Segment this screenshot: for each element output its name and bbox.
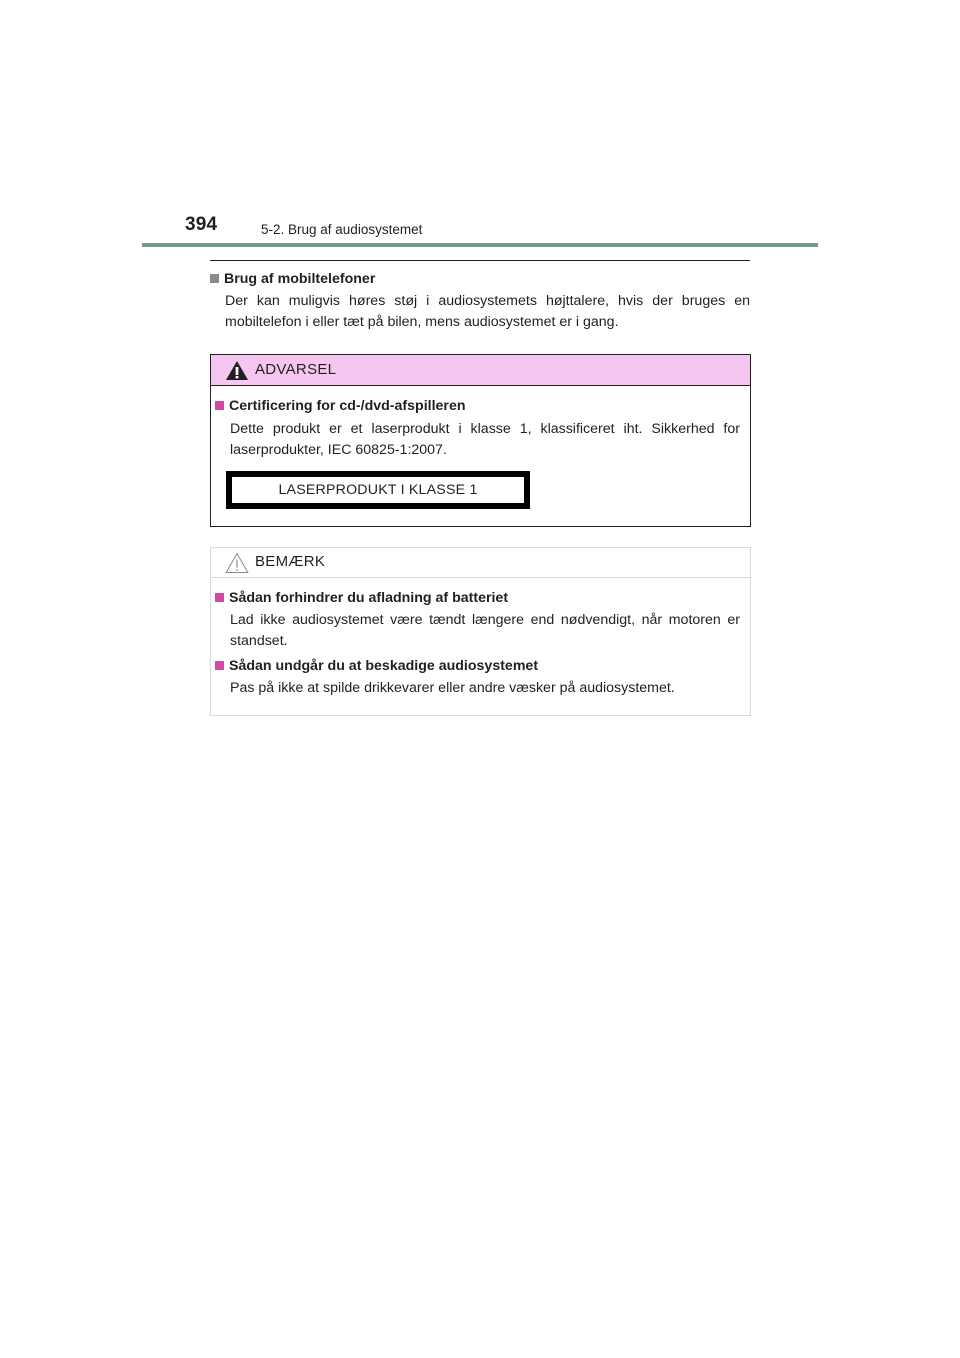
- intro-heading: [210, 269, 750, 289]
- notice-item-heading-text: Sådan forhindrer du afladning af batteriet: [229, 590, 509, 606]
- bullet-square-icon: [215, 661, 224, 670]
- intro-section: [210, 269, 750, 333]
- notice-item-heading: [215, 588, 740, 608]
- intro-text: Der kan muligvis høres støj i audiosystemets højttalere, hvis der bruges en mobiltelefon i eller tæt på bilen, mens audiosystemet er i gang.: [225, 293, 750, 330]
- warning-header: [211, 355, 750, 386]
- section-divider: [210, 260, 750, 261]
- notice-title: BEMÆRK: [255, 553, 326, 570]
- intro-heading-text: Brug af mobiltelefoner: [224, 271, 376, 287]
- section-title: 5-2. Brug af audiosystemet: [261, 222, 423, 237]
- laser-product-label-text: LASERPRODUKT I KLASSE 1: [278, 482, 478, 498]
- notice-item-text: Lad ikke audiosystemet være tændt længere end nødvendigt, når motoren er standset.: [230, 612, 740, 649]
- warning-triangle-filled-icon: [225, 360, 249, 381]
- notice-item-heading-text: Sådan undgår du at beskadige audiosystemet: [229, 658, 539, 674]
- bullet-square-icon: [215, 401, 224, 410]
- warning-triangle-outline-icon: [225, 552, 249, 574]
- notice-header: [211, 548, 750, 578]
- notice-item: [215, 656, 740, 699]
- warning-item-text: Dette produkt er et laserprodukt i klasse 1, klassificeret iht. Sikkerhed for laserprodukter, IEC 60825-1:2007.: [230, 421, 740, 458]
- notice-item: [215, 588, 740, 652]
- notice-item-heading: [215, 656, 740, 676]
- warning-title: ADVARSEL: [255, 361, 337, 378]
- warning-item-heading: [215, 396, 740, 416]
- bullet-square-icon: [210, 274, 219, 283]
- laser-product-label: [226, 471, 530, 509]
- warning-item-heading-text: Certificering for cd-/dvd-afspilleren: [229, 398, 466, 414]
- header-rule: [142, 243, 818, 247]
- notice-item-text: Pas på ikke at spilde drikkevarer eller andre væsker på audiosystemet.: [230, 680, 675, 696]
- page-number: 394: [185, 214, 218, 235]
- warning-box: [210, 354, 751, 527]
- bullet-square-icon: [215, 593, 224, 602]
- warning-item: [215, 396, 740, 461]
- notice-box: [210, 547, 751, 716]
